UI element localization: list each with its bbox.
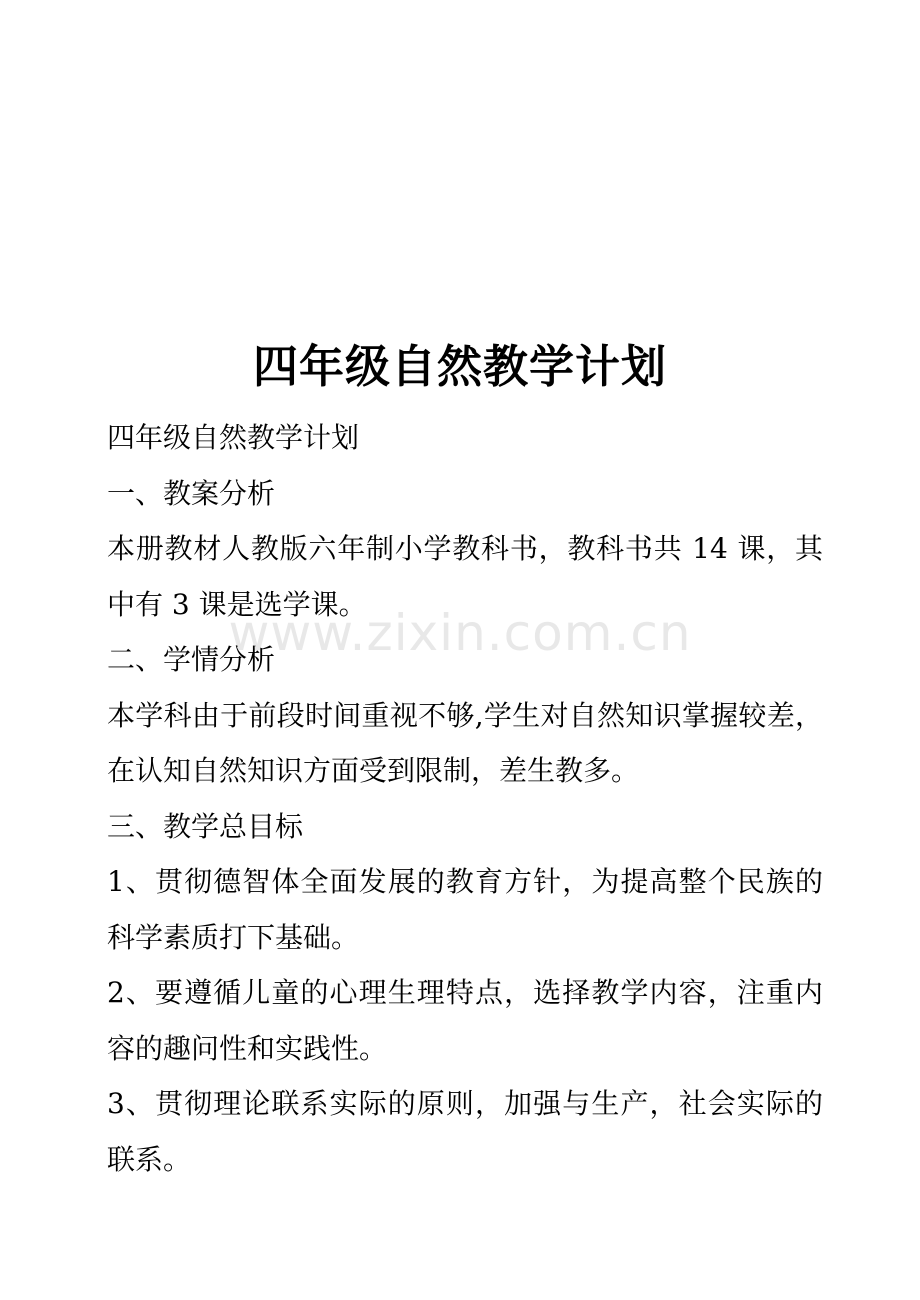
section-heading-teaching-goals: 三、教学总目标: [107, 809, 304, 843]
section-heading-textbook-analysis: 一、教案分析: [107, 476, 276, 510]
goal-item-2: 2、要遵循儿童的心理生理特点，选择教学内容，注重内容的趣问性和实践性。: [107, 976, 823, 1065]
goal-item-3: 3、贯彻理论联系实际的原则，加强与生产，社会实际的联系。: [107, 1087, 823, 1176]
section-heading-student-analysis: 二、学情分析: [107, 643, 276, 676]
document-title: 四年级自然教学计划: [252, 340, 667, 393]
student-analysis-paragraph: 本学科由于前段时间重视不够,学生对自然知识掌握较差，在认知自然知识方面受到限制，差生教多。: [107, 698, 823, 787]
document-body: [107, 410, 823, 1187]
subtitle-paragraph: 四年级自然教学计划: [107, 421, 360, 454]
goal-item-1: 1、贯彻德智体全面发展的教育方针，为提高整个民族的科学素质打下基础。: [107, 865, 823, 954]
watermark-text: www.zixin.com.cn: [228, 604, 692, 662]
textbook-analysis-paragraph: 本册教材人教版六年制小学教科书，教科书共 14 课，其中有 3 课是选学课。: [107, 532, 823, 621]
